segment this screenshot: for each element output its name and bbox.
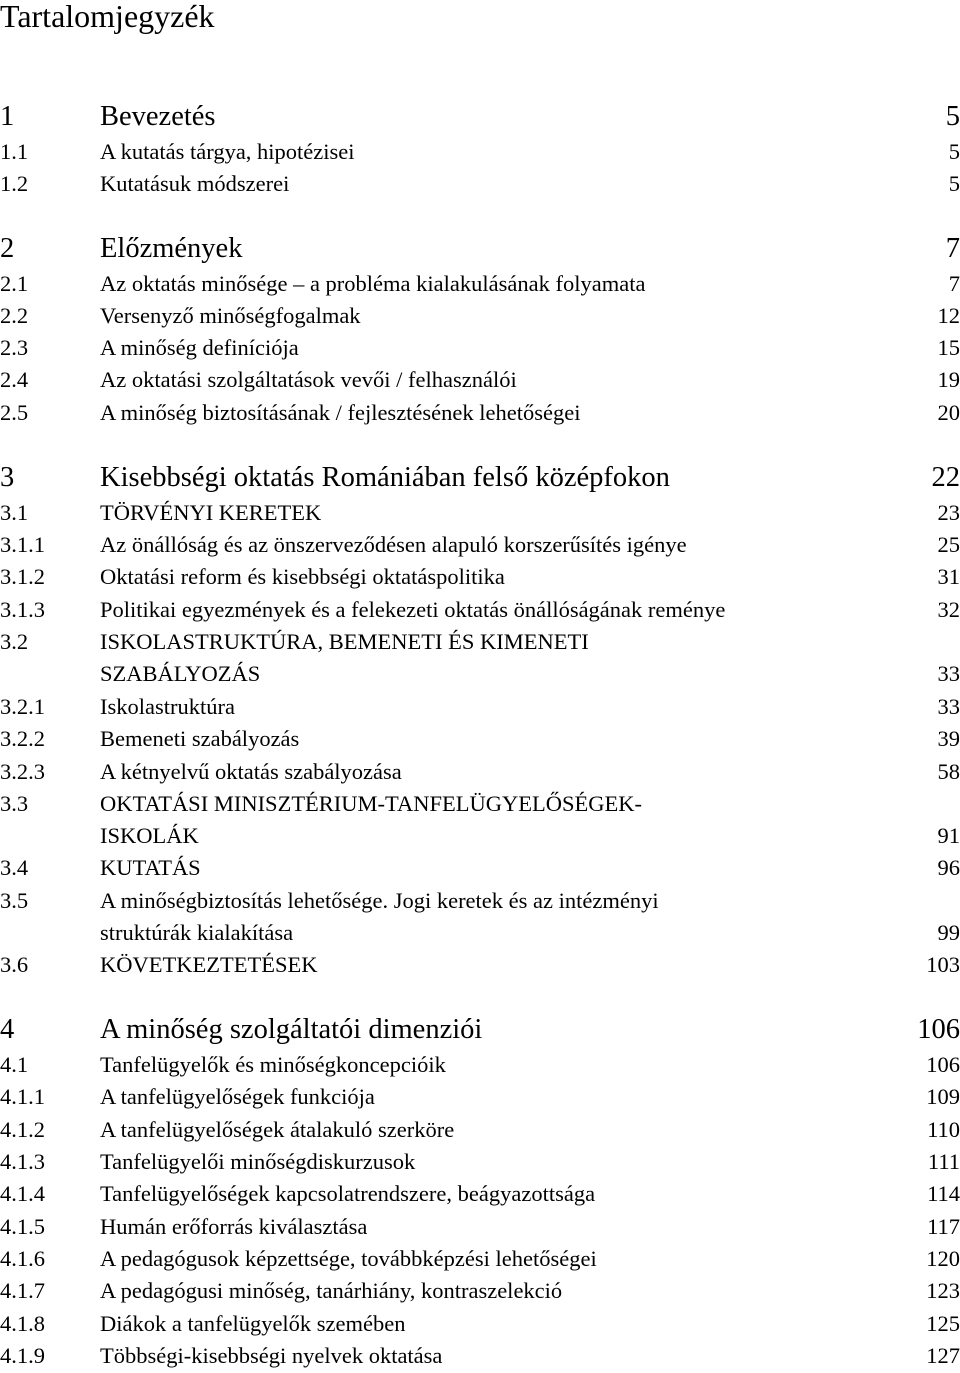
toc-entry-page: 109 — [926, 1084, 960, 1109]
toc-entry-label: Humán erőforrás kiválasztása — [100, 1214, 368, 1239]
toc-entry-label: Kutatásuk módszerei — [100, 171, 290, 196]
toc-entry-page: 114 — [927, 1181, 960, 1206]
toc-entry-label: ISKOLÁK — [100, 823, 199, 848]
toc-entry-page: 39 — [937, 726, 960, 751]
toc-entry-label: struktúrák kialakítása — [100, 920, 294, 945]
toc-entry-page: 5 — [945, 101, 960, 132]
toc-entry-number: 3.2 — [0, 629, 29, 654]
toc-entry-page: 106 — [926, 1052, 960, 1077]
toc-entry-label: Politikai egyezmények és a felekezeti oktatás önállóságának reménye — [100, 597, 726, 622]
toc-entry-label: A tanfelügyelőségek átalakuló szerköre — [100, 1117, 455, 1142]
toc-entry-label: A kétnyelvű oktatás szabályozása — [100, 759, 402, 784]
toc-entry-label: Oktatási reform és kisebbségi oktatáspolitika — [100, 564, 505, 589]
toc-entry-number: 3.5 — [0, 888, 29, 913]
toc-entry-label: Többségi-kisebbségi nyelvek oktatása — [100, 1343, 443, 1368]
toc-entry-page: 20 — [937, 400, 960, 425]
toc-entry-number: 4.1.3 — [0, 1149, 45, 1174]
toc-entry-label: Tanfelügyelőségek kapcsolatrendszere, beágyazottsága — [100, 1181, 596, 1206]
toc-entry-number: 2.3 — [0, 335, 29, 360]
toc-entry-number: 4.1.8 — [0, 1311, 45, 1336]
toc-entry-page: 125 — [926, 1311, 960, 1336]
toc-entry-page: 58 — [937, 759, 960, 784]
toc-entry-page: 23 — [937, 500, 960, 525]
toc-entry-number: 2.2 — [0, 303, 29, 328]
toc-entry-page: 5 — [948, 139, 960, 164]
toc-entry-number: 3.1.2 — [0, 564, 45, 589]
toc-entry-number: 3.2.2 — [0, 726, 45, 751]
toc-entry-page: 15 — [937, 335, 960, 360]
toc-entry-page: 32 — [937, 597, 960, 622]
toc-entry-number: 2.1 — [0, 271, 29, 296]
toc-entry-page: 111 — [927, 1149, 960, 1174]
toc-entry-number: 4.1.5 — [0, 1214, 45, 1239]
toc-entry-page: 33 — [937, 661, 960, 686]
toc-entry-number: 2.5 — [0, 400, 29, 425]
toc-entry-label: SZABÁLYOZÁS — [100, 661, 261, 686]
toc-entry-label: Diákok a tanfelügyelők szemében — [100, 1311, 406, 1336]
toc-entry-page: 7 — [945, 233, 960, 264]
toc-entry-number: 3.2.3 — [0, 759, 45, 784]
toc-entry-label: Előzmények — [100, 233, 243, 264]
toc-entry-page: 33 — [937, 694, 960, 719]
toc-entry-label: ISKOLASTRUKTÚRA, BEMENETI ÉS KIMENETI — [100, 629, 589, 654]
toc-entry-number: 4.1.4 — [0, 1181, 45, 1206]
toc-entry-label: TÖRVÉNYI KERETEK — [100, 500, 322, 525]
toc-entry-page: 123 — [926, 1278, 960, 1303]
toc-entry-label: A pedagógusi minőség, tanárhiány, kontraszelekció — [100, 1278, 563, 1303]
toc-entry-number: 1.2 — [0, 171, 29, 196]
toc-entry-page: 7 — [948, 271, 960, 296]
toc-entry-label: KUTATÁS — [100, 855, 201, 880]
toc-entry-label: Az oktatási szolgáltatások vevői / felhasználói — [100, 367, 517, 392]
toc-entry-page: 110 — [927, 1117, 960, 1142]
toc-entry-label: Versenyző minőségfogalmak — [100, 303, 361, 328]
toc-entry-page: 120 — [926, 1246, 960, 1271]
toc-entry-label: A minőségbiztosítás lehetősége. Jogi keretek és az intézményi — [100, 888, 659, 913]
toc-entry-label: Bevezetés — [100, 101, 216, 132]
toc-entry-number: 1 — [0, 101, 15, 132]
toc-entry-number: 3.1.3 — [0, 597, 45, 622]
toc-entry-page: 99 — [937, 920, 960, 945]
toc-entry-label: Az önállóság és az önszerveződésen alapuló korszerűsítés igénye — [100, 532, 687, 557]
toc-entry-number: 4.1.1 — [0, 1084, 45, 1109]
toc-entry-label: Bemeneti szabályozás — [100, 726, 300, 751]
toc-entry-number: 3.1.1 — [0, 532, 45, 557]
toc-entry-number: 3.6 — [0, 952, 29, 977]
toc-entry-page: 127 — [926, 1343, 960, 1368]
toc-entry-page: 22 — [931, 462, 960, 493]
toc-entry-label: A minőség definíciója — [100, 335, 299, 360]
toc-entry-label: A kutatás tárgya, hipotézisei — [100, 139, 355, 164]
toc-entry-page: 31 — [937, 564, 960, 589]
toc-entry-number: 4.1 — [0, 1052, 29, 1077]
toc-entry-page: 96 — [937, 855, 960, 880]
page-title: Tartalomjegyzék — [0, 0, 215, 34]
toc-entry-label: A tanfelügyelőségek funkciója — [100, 1084, 375, 1109]
toc-entry-number: 4.1.7 — [0, 1278, 45, 1303]
toc-entry-number: 3.4 — [0, 855, 29, 880]
toc-entry-page: 5 — [948, 171, 960, 196]
toc-entry-page: 12 — [937, 303, 960, 328]
toc-entry-number: 4.1.2 — [0, 1117, 45, 1142]
toc-entry-label: KÖVETKEZTETÉSEK — [100, 952, 318, 977]
toc-entry-number: 4.1.9 — [0, 1343, 45, 1368]
toc-entry-page: 103 — [926, 952, 960, 977]
toc-entry-number: 1.1 — [0, 139, 29, 164]
toc-entry-page: 25 — [937, 532, 960, 557]
toc-entry-label: Tanfelügyelői minőségdiskurzusok — [100, 1149, 416, 1174]
toc-entry-number: 2.4 — [0, 367, 29, 392]
toc-entry-label: Kisebbségi oktatás Romániában felső középfokon — [100, 462, 670, 493]
toc-entry-page: 91 — [937, 823, 960, 848]
toc-entry-label: Iskolastruktúra — [100, 694, 235, 719]
toc-entry-page: 106 — [917, 1014, 960, 1045]
toc-entry-label: OKTATÁSI MINISZTÉRIUM-TANFELÜGYELŐSÉGEK- — [100, 791, 642, 816]
toc-entry-label: A minőség biztosításának / fejlesztésének lehetőségei — [100, 400, 581, 425]
toc-entry-number: 3.2.1 — [0, 694, 45, 719]
toc-entry-label: Az oktatás minősége – a probléma kialakulásának folyamata — [100, 271, 646, 296]
toc-entry-label: Tanfelügyelők és minőségkoncepcióik — [100, 1052, 446, 1077]
toc-entry-label: A minőség szolgáltatói dimenziói — [100, 1014, 483, 1045]
toc-entry-number: 2 — [0, 233, 15, 264]
toc-entry-number: 3 — [0, 462, 15, 493]
toc-entry-page: 19 — [937, 367, 960, 392]
toc-entry-number: 3.3 — [0, 791, 29, 816]
toc-entry-page: 117 — [927, 1214, 960, 1239]
toc-entry-label: A pedagógusok képzettsége, továbbképzési lehetőségei — [100, 1246, 597, 1271]
toc-entry-number: 4 — [0, 1014, 15, 1045]
toc-entry-number: 3.1 — [0, 500, 29, 525]
toc-entry-number: 4.1.6 — [0, 1246, 45, 1271]
